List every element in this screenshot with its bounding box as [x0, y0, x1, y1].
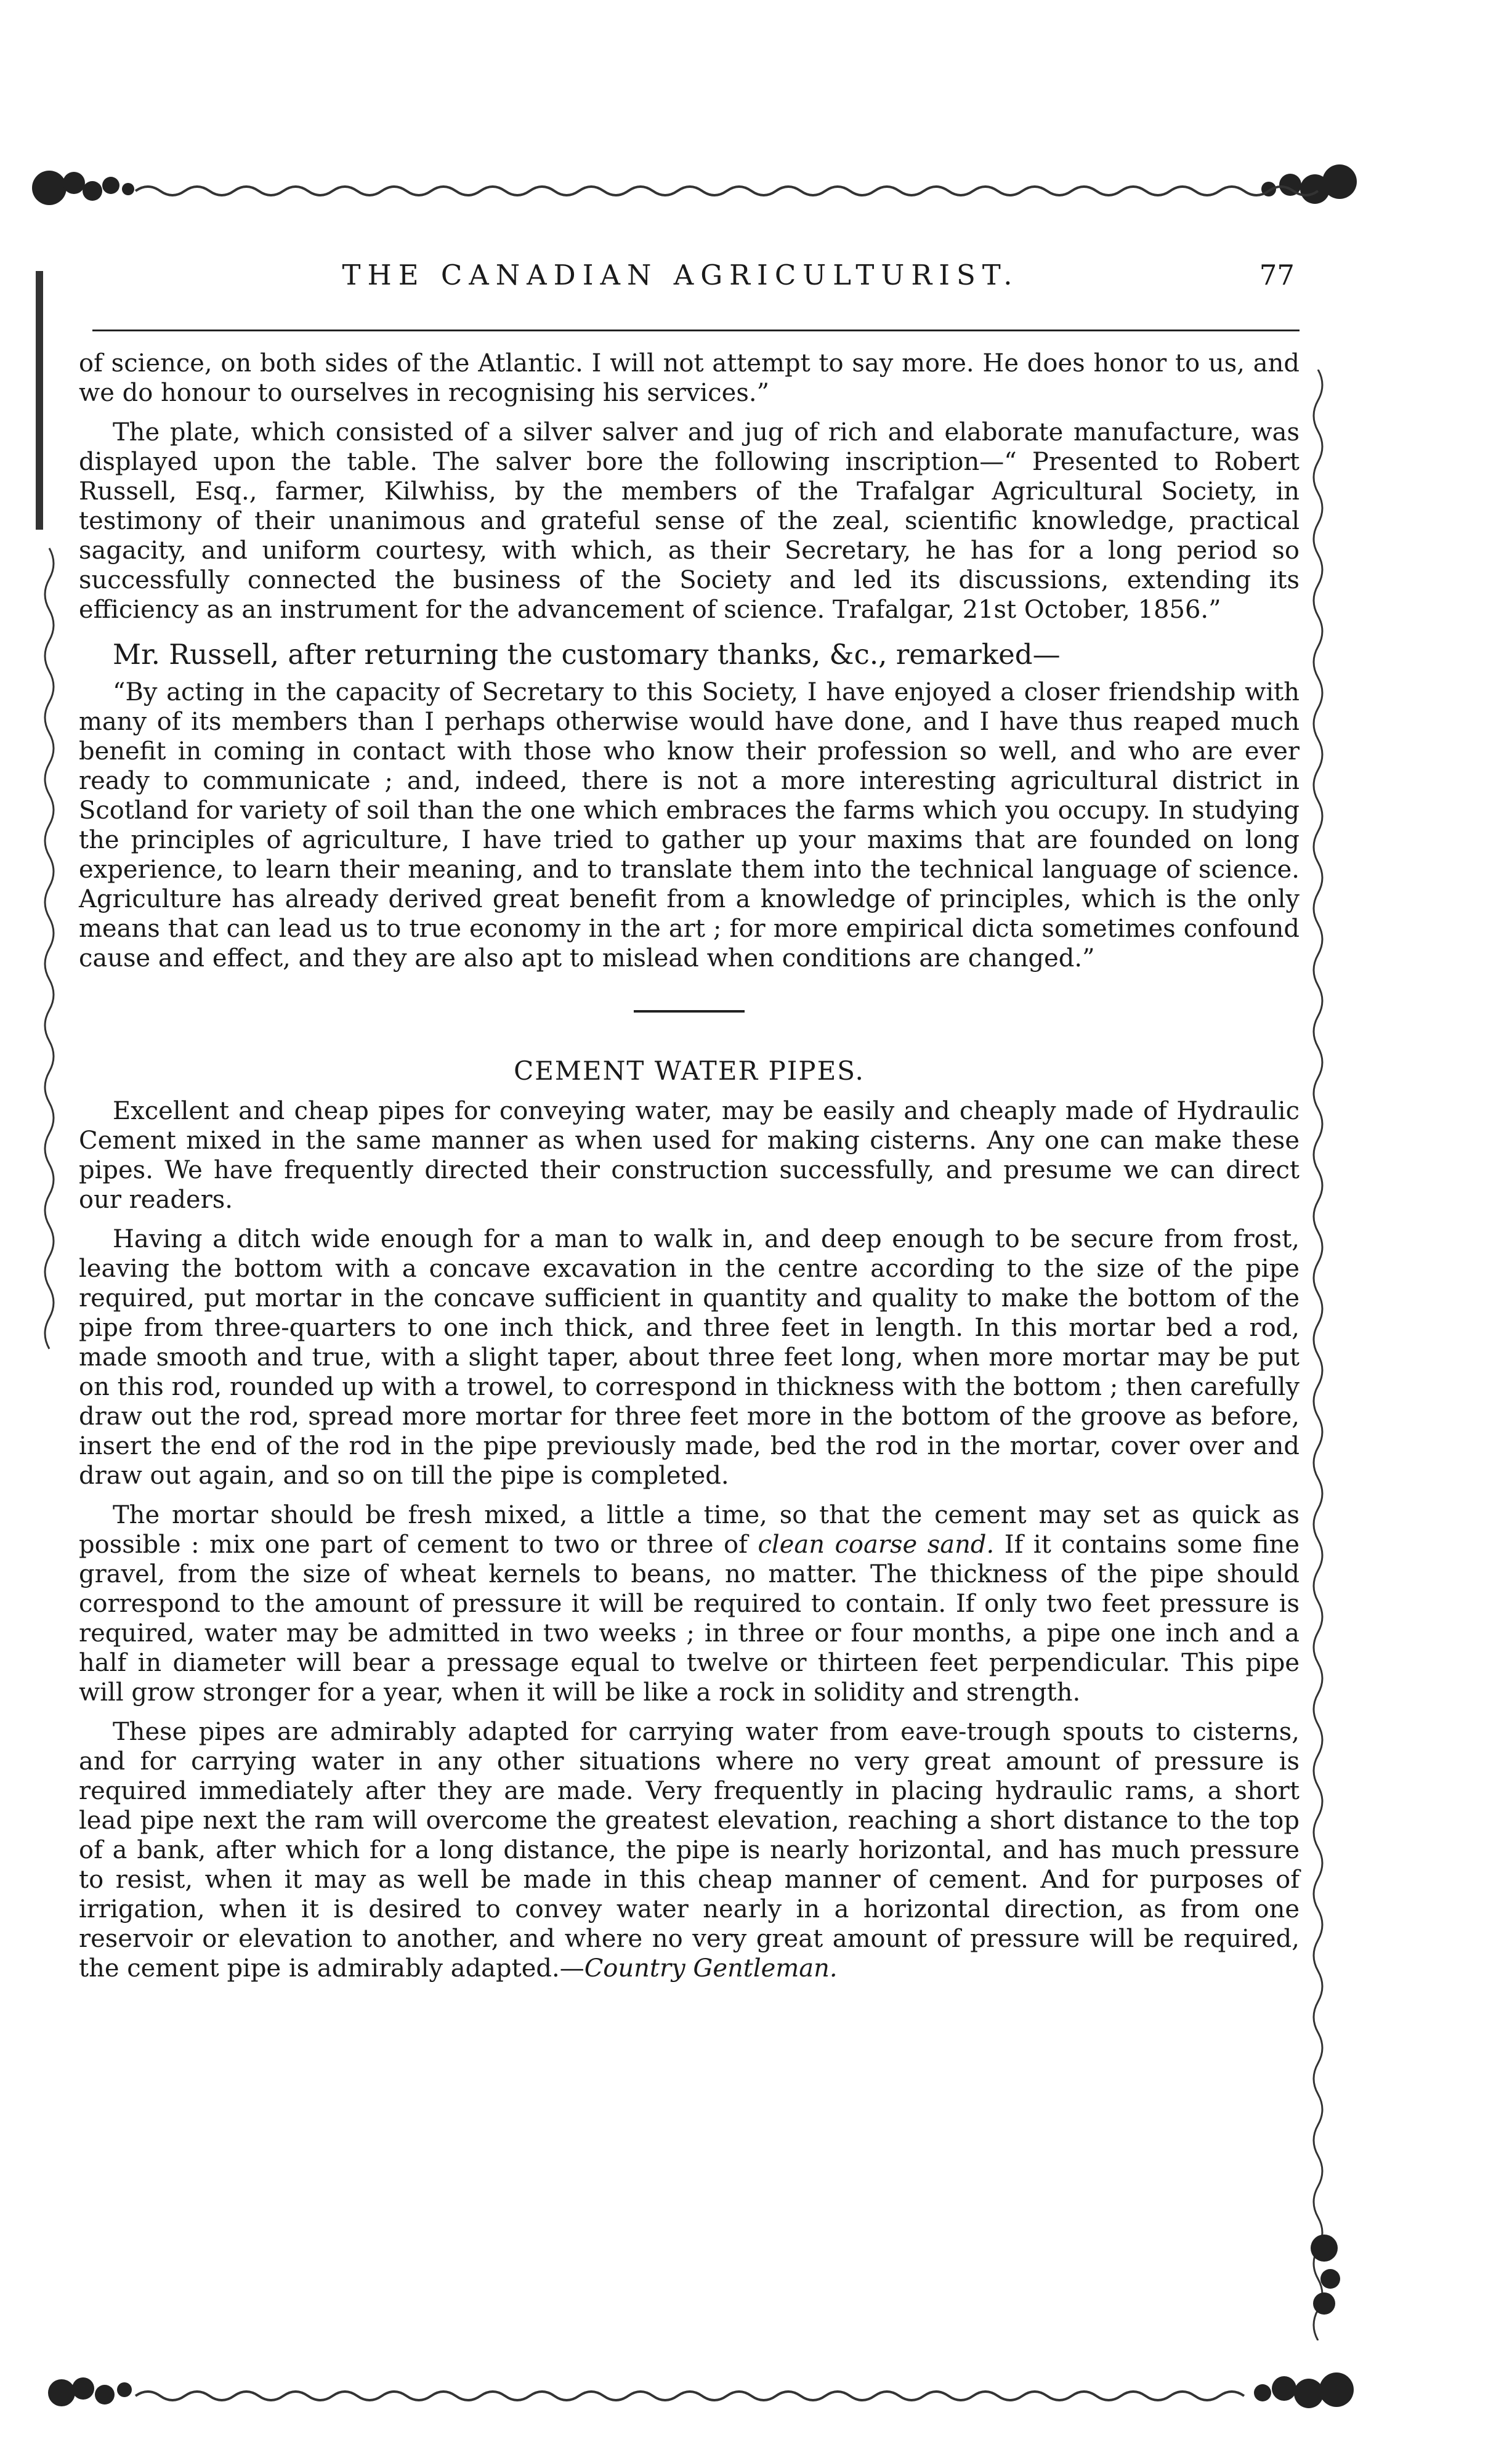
paragraph-russell-remarked: Mr. Russell, after returning the customary thanks, &c., remarked— [113, 638, 1061, 671]
article-title: CEMENT WATER PIPES. [514, 1056, 865, 1086]
article-paragraph-4-text: These pipes are admirably adapted for carrying water from eave-trough spouts to cisterns, and for carrying water in any other situations where no very great amount of pressure is required immediately after they are made. Very frequently in placing hydraulic rams, a short lead pipe next the ram will overcome the greatest elevation, reaching a short distance to the top of a bank, after which for a long distance, the pipe is nearly horizontal, and has much pressure to resist, when it may as well be made in this cheap manner of cement. And for purposes of irrigation, when it is desired to convey water nearly in a horizontal direction, as from one reservoir or elevation to another, and where no very great amount of pressure will be required, the cement pipe is admirably adapted.— [79, 1718, 1300, 1983]
emphasis-clean-coarse-sand: clean coarse sand. [758, 1531, 995, 1559]
article-paragraph-4 [79, 1717, 1300, 1983]
paragraph-plate-inscription: The plate, which consisted of a silver salver and jug of rich and elaborate manufacture, was displayed upon the table. The salver bore the following inscription—“ Presented to Robert Russell, Esq., farmer, Kilwhiss, by the members of the Trafalgar Agricultural Society, in testimony of their unanimous and grateful sense of the zeal, scientific knowledge, practical sagacity, and uniform courtesy, with which, as their Secretary, he has for a long period so successfully connected the business of the Society and led its discussions, extending its efficiency as an instrument for the advancement of science. Trafalgar, 21st October, 1856.” [79, 418, 1300, 624]
paragraph-speech-close: of science, on both sides of the Atlantic. I will not attempt to say more. He does honor to us, and we do honour to ourselves in recognising his services.” [79, 349, 1300, 407]
article-paragraph-3-part-a: The mortar should be fresh mixed, a little a time, so that the cement may set as quick as possible : mix one part of cement to two or three of [79, 1501, 1300, 1559]
bottom-ornament-border [43, 2359, 1361, 2427]
article-paragraph-3-part-b: If it contains some fine gravel, from the size of wheat kernels to beans, no matter. The thickness of the pipe should correspond to the amount of pressure it will be required to contain. If only two feet pressure is required, water may be admitted in two weeks ; in three or four months, a pipe one inch and a half in diameter will bear a pressage equal to twelve or thirteen feet perpendicular. This pipe will grow stronger for a year, when it will be like a rock in solidity and strength. [79, 1531, 1300, 1707]
top-ornament-border [25, 157, 1361, 219]
body-text [79, 349, 1300, 1983]
paragraph-russell-speech: “By acting in the capacity of Secretary to this Society, I have enjoyed a closer friendship with many of its members than I perhaps otherwise would have done, and I have thus reaped much benefit in coming in contact with those who know their profession so well, and who are ever ready to communicate ; and, indeed, there is not a more interesting agricultural district in Scotland for variety of soil than the one which embraces the farms which you occupy. In studying the principles of agriculture, I have tried to gather up your maxims that are founded on long experience, to learn their meaning, and to translate them into the technical language of science. Agriculture has already derived great benefit from a knowledge of principles, which is the only means that can lead us to true economy in the art ; for more empirical dicta sometimes confound cause and effect, and they are also apt to mislead when conditions are changed.” [79, 678, 1300, 973]
article-paragraph-3 [79, 1500, 1300, 1707]
section-divider [634, 1010, 745, 1013]
article-paragraph-1: Excellent and cheap pipes for conveying water, may be easily and cheaply made of Hydraulic Cement mixed in the same manner as when used for making cisterns. Any one can make these pipes. We have frequently directed their construction successfully, and presume we can direct our readers. [79, 1097, 1300, 1215]
running-header [62, 259, 1300, 302]
page-number: 77 [1259, 259, 1295, 291]
right-side-ornament [1306, 370, 1343, 2340]
left-side-ornament [31, 271, 62, 2365]
article-source: Country Gentleman. [584, 1954, 838, 1983]
running-title: THE CANADIAN AGRICULTURIST. [342, 259, 1019, 291]
article-paragraph-2: Having a ditch wide enough for a man to walk in, and deep enough to be secure from frost, leaving the bottom with a concave excavation in the centre according to the size of the pipe required, put mortar in the concave sufficient in quantity and quality to make the bottom of the pipe from three-quarters to one inch thick, and three feet in length. In this mortar bed a rod, made smooth and true, with a slight taper, about three feet long, when more mortar may be put on this rod, rounded up with a trowel, to correspond in thickness with the bottom ; then carefully draw out the rod, spread more mortar for three feet more in the bottom of the groove as before, insert the end of the rod in the pipe previously made, bed the rod in the mortar, cover over and draw out again, and so on till the pipe is completed. [79, 1225, 1300, 1491]
header-rule [92, 330, 1300, 331]
